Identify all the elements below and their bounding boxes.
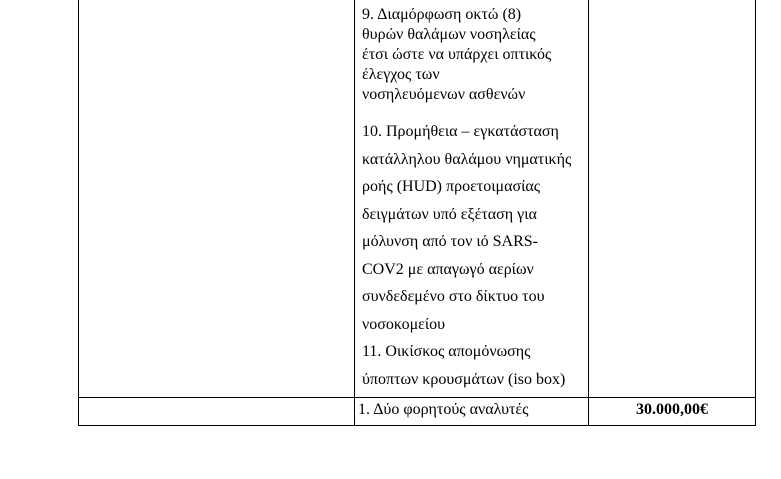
item-10-line: νοσοκομείου [362,315,446,333]
row-2-description: 1. Δύο φορητούς αναλυτές [358,401,529,418]
item-9-line: νοσηλευόμενων ασθενών [362,86,526,103]
item-10-line: ροής (HUD) προετοιμασίας [362,178,541,195]
item-9-text [362,5,551,105]
item-10-text [362,118,571,338]
item-10-line: συνδεδεμένο στο δίκτυο του [362,288,545,305]
item-9-line: θυρών θαλάμων νοσηλείας [362,26,536,43]
table-border-left [78,0,79,426]
row-divider [78,397,756,398]
item-9-line: έτσι ώστε να υπάρχει οπτικός [362,46,552,63]
table-border-right [755,0,756,426]
item-9-line: 9. Διαμόρφωση οκτώ (8) [362,6,522,23]
item-10-line: κατάλληλου θαλάμου νηματικής [362,150,572,168]
item-9-line: έλεγχος των [362,66,440,83]
item-10-line: 10. Προμήθεια – εγκατάσταση [362,123,559,140]
item-10-line: δειγμάτων υπό εξέταση για [362,205,537,223]
column-divider-2 [588,0,589,426]
item-11-line: ύποπτων κρουσμάτων (iso box) [362,370,566,388]
item-11-line: 11. Οικίσκος απομόνωσης [362,343,531,360]
item-10-line: COV2 με απαγωγό αερίων [362,260,534,278]
row-2-price: 30.000,00€ [636,401,708,418]
item-10-line: μόλυνση από τον ιό SARS- [362,233,538,250]
column-divider-1 [354,0,355,426]
table-border-bottom [78,425,756,426]
item-11-text [362,338,565,393]
